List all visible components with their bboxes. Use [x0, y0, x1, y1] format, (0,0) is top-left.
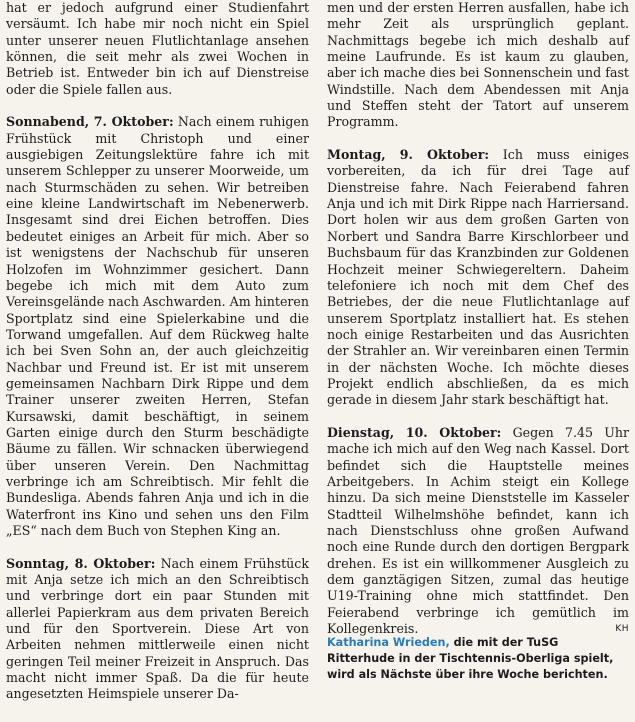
monday-paragraph	[327, 147, 629, 409]
saturday-paragraph	[6, 114, 309, 539]
left-column	[6, 0, 309, 703]
tuesday-text: Gegen 7.45 Uhr mache ich mich auf den Weg nach Kassel. Dort befindet sich die Hauptstelle meines Arbeitgebers. In Achim steigt ein Kollege hinzu. Da sich meine Dienststelle im Kasseler Stadtteil Wilhelmshöhe befindet, kann ich nach Dienstschluss ohne großen Aufwand noch eine Runde durch den dortigen Bergpark drehen. Es ist ein willkommener Ausgleich zu dem ganztägigen Sitzen, zumal das heutige U19-Training ohne mich stattfindet. Den Feierabend verbringe ich gemütlich im Kollegenkreis.	[327, 424, 630, 637]
monday-text: Ich muss einiges vorbereiten, da ich für drei Tage auf Dienstreise fahre. Nach Feierabend fahren Anja und ich mit Dirk Rippe nach Harriersand. Dort holen wir aus dem großen Garten von Norbert und Sandra Barre Kirschlorbeer und Buchsbaum für das Kranzbinden zur Goldenen Hochzeit meiner Schwiegereltern. Daheim telefoniere ich noch mit dem Chef des Betriebes, der die neue Flutlichtanlage auf unserem Sportplatz installiert hat. Es stehen noch einige Restarbeiten und das Ausrichten der Strahler an. Wir vereinbaren einen Termin in der nächsten Woche. Ich möchte dieses Projekt endlich abschließen, da es mich gerade in diesem Jahr stark beschäftigt hat.	[327, 147, 629, 408]
next-author-note	[327, 635, 629, 683]
next-author-name: Katharina Wrieden,	[327, 636, 450, 650]
author-initials: KH	[615, 624, 629, 635]
right-column	[327, 0, 629, 683]
sunday-paragraph	[6, 556, 309, 703]
monday-heading: Montag, 9. Oktober:	[327, 147, 490, 163]
sunday-text: Nach einem Frühstück mit Anja setze ich mich an den Schreibtisch und verbringe dort ein paar Stunden mit allerlei Papierkram aus dem privaten Bereich und für den Sportverein. Diese Art von Arbeiten nehmen mittlerweile einen nicht geringen Teil meiner Freizeit in Anspruch. Das macht nicht immer Spaß. Da die für heute angesetzten Heimspiele unserer Da-	[6, 555, 309, 702]
sunday-heading: Sonntag, 8. Oktober:	[6, 555, 156, 571]
saturday-text: Nach einem ruhigen Frühstück mit Christoph und einer ausgiebigen Zeitungslektüre fahre ich mit unserem Schlepper zu unserer Moorweide, um nach Sturmschäden zu sehen. Wir betreiben eine kleine Landwirtschaft im Nebenerwerb. Insgesamt sind drei Eichen betroffen. Dies bedeutet einiges an Arbeit für mich. Aber so ist wenigstens der Nachschub für unseren Holzofen im Wohnzimmer gesichert. Dann begebe ich mich mit dem Auto zum Vereinsgelände nach Aschwarden. Am hinteren Sportplatz sind eine Spielerkabine und die Torwand umgefallen. Auf dem Rückweg halte ich bei Sven Sohn an, der auch gleichzeitig Nachbar und Freund ist. Er ist mit unserem gemeinsamen Nachbarn Dirk Rippe und dem Trainer unserer zweiten Herren, Stefan Kursawski, damit beschäftigt, in seinem Garten einige durch den Sturm beschädigte Bäume zu fällen. Wir schnacken überwiegend über unseren Verein. Den Nachmittag verbringe ich am Schreibtisch. Mir fehlt die Bundesliga. Abends fahren Anja und ich in die Waterfront ins Kino und sehen uns den Film „ES“ nach dem Buch von Stephen King an.	[6, 114, 309, 538]
saturday-heading: Sonnabend, 7. Oktober:	[6, 114, 174, 130]
next-author-text: die mit der TuSG Ritterhude in der Tischtennis-Oberliga spielt, wird als Nächste über ihre Woche berichten.	[327, 636, 614, 682]
tuesday-heading: Dienstag, 10. Oktober:	[327, 424, 502, 440]
sunday-continued-paragraph: men und der ersten Herren ausfallen, habe ich mehr Zeit als ursprünglich geplant. Nachmittags begebe ich mich deshalb auf meine Laufrunde. Es ist kaum zu glauben, aber ich mache dies bei Sonnenschein und fast Windstille. Nach dem Abendessen mit Anja und Steffen steht der Tatort auf unserem Programm.	[327, 0, 629, 130]
tuesday-paragraph	[327, 425, 629, 637]
intro-paragraph: hat er jedoch aufgrund einer Studienfahrt versäumt. Ich habe mir noch nicht ein Spiel unter unserer neuen Flutlichtanlage ansehen können, die seit mehr als zwei Wochen in Betrieb ist. Entweder bin ich auf Dienstreise oder die Spiele fallen aus.	[6, 0, 309, 97]
